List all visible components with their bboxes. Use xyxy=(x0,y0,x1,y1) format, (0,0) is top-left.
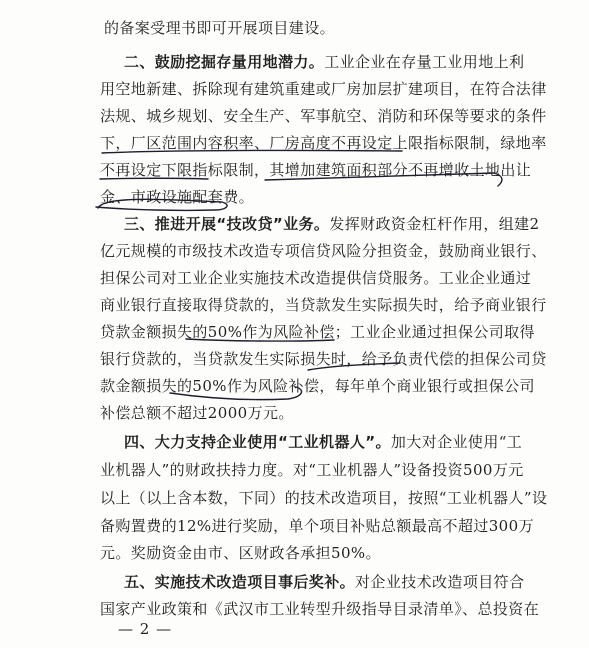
text-line: 下，厂区范围内容积率、厂房高度不再设定上限指标限制，绿地率 xyxy=(100,134,547,152)
text-line: 用空地新建、拆除现有建筑重建或厂房加层扩建项目，在符合法律 xyxy=(100,80,547,98)
text-line: 业机器人”的财政扶持力度。对“工业机器人”设备投资500万元 xyxy=(100,461,524,479)
section-heading: 四、大力支持企业使用“工业机器人”。 xyxy=(124,433,391,451)
section-heading-line: 三、推进开展“技改贷”业务。发挥财政资金杠杆作用，组建2 xyxy=(124,215,540,233)
text-line: 款金额损失的50%作为风险补偿，每年单个商业银行或担保公司 xyxy=(100,377,535,395)
text-line: 不再设定下限指标限制，其增加建筑面积部分不再增收土地出让 xyxy=(100,161,532,179)
text-line: 以上（以上含本数，下同）的技术改造项目，按照“工业机器人”设 xyxy=(100,489,548,507)
section-heading-line: 四、大力支持企业使用“工业机器人”。加大对企业使用“工 xyxy=(124,433,523,451)
text-line: 金、市政设施配套费。 xyxy=(100,188,255,206)
text-line: 元。奖励资金由市、区财政各承担50%。 xyxy=(100,544,381,562)
section-heading: 三、推进开展“技改贷”业务。 xyxy=(124,215,330,233)
text-line: 备购置费的12%进行奖励，单个项目补贴总额最高不超过300万 xyxy=(100,517,534,535)
section-heading: 二、鼓励挖掘存量用地潜力。 xyxy=(124,53,325,71)
text-line: 国家产业政策和《武汉市工业转型升级指导目录清单》、总投资在 xyxy=(100,600,540,618)
section-heading-line: 五、实施技术改造项目事后奖补。对企业技术改造项目符合 xyxy=(124,573,525,591)
text-line: 亿元规模的市级技术改造专项信贷风险分担资金，鼓励商业银行、 xyxy=(100,242,547,260)
text-line: 法规、城乡规划、安全生产、军事航空、消防和环保等要求的条件 xyxy=(100,107,547,125)
section-heading-line: 二、鼓励挖掘存量用地潜力。工业企业在存量工业用地上利 xyxy=(124,53,525,71)
text-line: 贷款金额损失的50%作为风险补偿；工业企业通过担保公司取得 xyxy=(100,323,535,341)
text-line: 商业银行直接取得贷款的，当贷款发生实际损失时，给予商业银行 xyxy=(100,296,547,314)
page-number: — 2 — xyxy=(118,620,173,638)
text-line: 补偿总额不超过2000万元。 xyxy=(100,404,294,422)
text-line: 的备案受理书即可开展项目建设。 xyxy=(104,19,336,37)
text-line: 担保公司对工业企业实施技术改造提供信贷服务。工业企业通过 xyxy=(100,269,532,287)
section-heading: 五、实施技术改造项目事后奖补。 xyxy=(124,573,356,591)
text-line: 银行贷款的，当贷款发生实际损失时，给予负责代偿的担保公司贷 xyxy=(100,350,547,368)
